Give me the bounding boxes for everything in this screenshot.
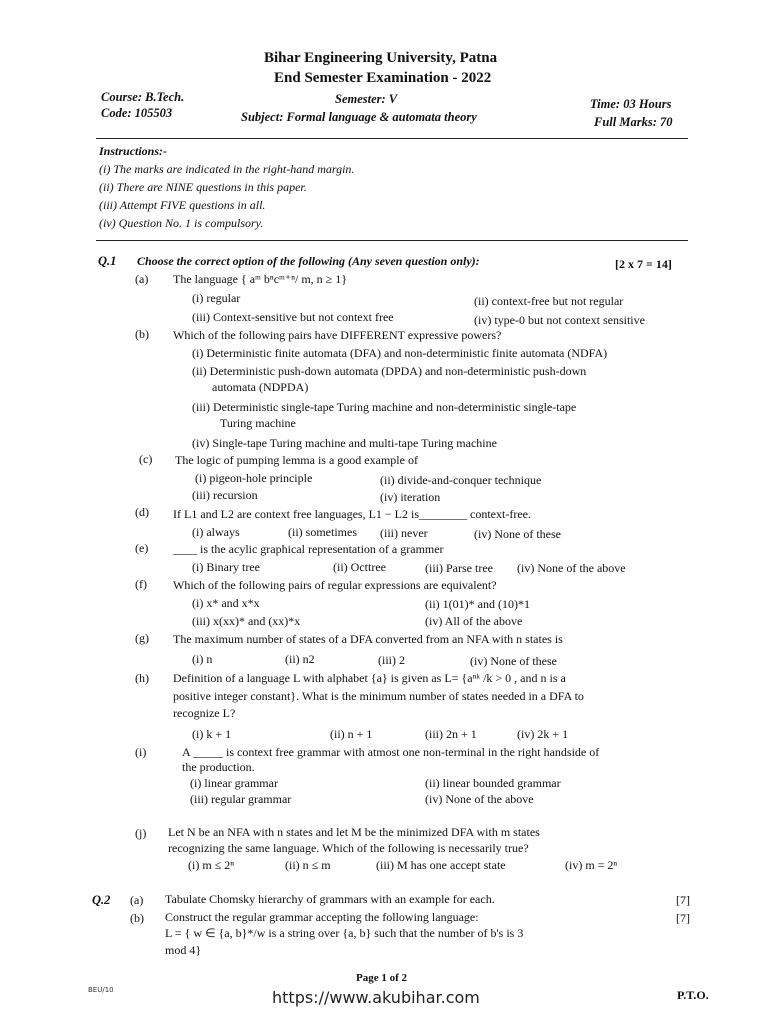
- question-1-line: (d): [135, 505, 149, 519]
- question-1-line: (ii) n ≤ m: [285, 858, 331, 872]
- question-1-line: (iv) None of the above: [425, 792, 534, 806]
- question-1-line: Turing machine: [220, 416, 296, 430]
- question-1-line: (i) n: [192, 652, 213, 666]
- question-1-line: (i) regular: [192, 291, 241, 305]
- question-1-line: A _____ is context free grammar with atmost one non-terminal in the right handside of: [182, 745, 600, 759]
- question-1-line: (iv) m = 2ⁿ: [565, 858, 618, 872]
- question-1-line: ____ is the acylic graphical representation of a grammer: [173, 542, 444, 556]
- question-1-line: (ii) Octtree: [333, 560, 386, 574]
- question-1-line: (iii) recursion: [192, 488, 258, 502]
- exam-title: End Semester Examination - 2022: [274, 70, 492, 86]
- question-2-line: mod 4}: [165, 943, 202, 957]
- header-divider: [96, 138, 688, 139]
- question-1-line: (e): [135, 541, 149, 555]
- question-1-line: (i): [135, 745, 147, 759]
- question-1-line: (iv) 2k + 1: [517, 727, 569, 741]
- instruction-item: (i) The marks are indicated in the right-hand margin.: [99, 162, 355, 176]
- question-1-line: (iv) None of these: [470, 654, 557, 668]
- question-2-line: [7]: [676, 893, 690, 907]
- question-1-line: Definition of a language L with alphabet {a} is given as L= {aⁿᵏ /k > 0 , and n is a: [173, 671, 566, 685]
- question-1-line: (a): [135, 272, 149, 286]
- question-1-line: (ii) linear bounded grammar: [425, 776, 561, 790]
- question-1-line: Which of the following pairs of regular expressions are equivalent?: [173, 578, 497, 592]
- instruction-item: (iii) Attempt FIVE questions in all.: [99, 198, 266, 212]
- semester-label: Semester: V: [335, 92, 398, 106]
- question-1-line: Which of the following pairs have DIFFERENT expressive powers?: [173, 328, 502, 342]
- question-1-line: The language { aᵐ bⁿcᵐ⁺ⁿ/ m, n ≥ 1}: [173, 272, 348, 286]
- instructions-divider: [96, 240, 688, 241]
- question-1-line: recognizing the same language. Which of the following is necessarily true?: [168, 841, 529, 855]
- question-1-line: (ii) Deterministic push-down automata (DPDA) and non-deterministic push-down: [192, 364, 587, 378]
- question-1-line: (i) always: [192, 525, 240, 539]
- question-1-line: recognize L?: [173, 706, 236, 720]
- question-1-line: (i) Deterministic finite automata (DFA) and non-deterministic finite automata (NDFA): [192, 346, 608, 360]
- full-marks-label: Full Marks: 70: [594, 115, 673, 129]
- question-1-line: (iii) 2: [378, 653, 405, 667]
- question-1-line: (iii) never: [380, 526, 428, 540]
- course-label: Course: B.Tech.: [101, 90, 185, 104]
- question-1-line: (i) linear grammar: [190, 776, 278, 790]
- subject-label: Subject: Formal language & automata theory: [241, 110, 477, 124]
- website-url[interactable]: https://www.akubihar.com: [272, 988, 480, 1007]
- question-1-line: (iv) All of the above: [425, 614, 523, 628]
- question-1-line: (ii) 1(01)* and (10)*1: [425, 597, 530, 611]
- question-1-line: (iii) Context-sensitive but not context free: [192, 310, 394, 324]
- question-1-line: (ii) divide-and-conquer technique: [380, 473, 542, 487]
- instruction-item: (iv) Question No. 1 is compulsory.: [99, 216, 264, 230]
- question-1-line: automata (NDPDA): [212, 380, 309, 394]
- question-1-line: (ii) n + 1: [330, 727, 373, 741]
- question-1-line: (i) x* and x*x: [192, 596, 260, 610]
- question-2-line: L = { w ∈ {a, b}*/w is a string over {a, b} such that the number of b's is 3: [165, 926, 524, 940]
- question-1-line: (iii) x(xx)* and (xx)*x: [192, 614, 301, 628]
- question-1-line: (f): [135, 577, 147, 591]
- question-1-line: (i) k + 1: [192, 727, 232, 741]
- footer-stamp: BEU/10: [88, 986, 114, 994]
- instruction-item: (ii) There are NINE questions in this paper.: [99, 180, 307, 194]
- question-1-line: (ii) n2: [285, 652, 315, 666]
- question-1-label: Q.1: [98, 254, 117, 268]
- question-1-line: (g): [135, 631, 149, 645]
- question-1-line: (iii) M has one accept state: [376, 858, 506, 872]
- code-label: Code: 105503: [101, 106, 173, 120]
- question-1-line: Let N be an NFA with n states and let M be the minimized DFA with m states: [168, 825, 540, 839]
- question-1-line: (b): [135, 327, 149, 341]
- question-2-label: Q.2: [92, 893, 111, 907]
- question-1-line: (h): [135, 671, 149, 685]
- question-1-line: (i) Binary tree: [192, 560, 260, 574]
- page-number: Page 1 of 2: [356, 972, 408, 984]
- question-1-line: (iii) 2n + 1: [425, 727, 477, 741]
- question-1-line: (iii) Deterministic single-tape Turing machine and non-deterministic single-tape: [192, 400, 577, 414]
- question-1-line: positive integer constant}. What is the minimum number of states needed in a DFA to: [173, 689, 584, 703]
- question-1-line: The maximum number of states of a DFA converted from an NFA with n states is: [173, 632, 563, 646]
- question-1-line: (iv) None of these: [474, 527, 561, 541]
- question-1-line: the production.: [182, 760, 255, 774]
- question-1-line: (iv) None of the above: [517, 561, 626, 575]
- question-1-line: If L1 and L2 are context free languages, L1 − L2 is________ context-free.: [173, 507, 531, 521]
- question-2-line: (a): [130, 893, 144, 907]
- university-name: Bihar Engineering University, Patna: [264, 50, 498, 66]
- question-1-line: (iv) iteration: [380, 490, 441, 504]
- question-1-line: (c): [139, 452, 153, 466]
- question-2-line: [7]: [676, 911, 690, 925]
- question-1-marks: [2 x 7 = 14]: [615, 257, 672, 271]
- question-1-line: (ii) context-free but not regular: [474, 294, 624, 308]
- question-1-line: (iv) Single-tape Turing machine and multi-tape Turing machine: [192, 436, 497, 450]
- question-1-line: (i) pigeon-hole principle: [195, 471, 313, 485]
- question-1-line: (iii) Parse tree: [425, 561, 493, 575]
- question-2-line: Tabulate Chomsky hierarchy of grammars with an example for each.: [165, 892, 495, 906]
- question-2-line: Construct the regular grammar accepting the following language:: [165, 910, 479, 924]
- question-2-line: (b): [130, 911, 144, 925]
- question-1-line: (iii) regular grammar: [190, 792, 292, 806]
- question-1-line: (j): [135, 826, 147, 840]
- question-1-heading: Choose the correct option of the following (Any seven question only):: [137, 254, 480, 268]
- instructions-title: Instructions:-: [99, 144, 168, 158]
- time-label: Time: 03 Hours: [590, 97, 672, 111]
- pto-label: P.T.O.: [677, 988, 709, 1002]
- question-1-line: (iv) type-0 but not context sensitive: [474, 313, 645, 327]
- question-1-line: (i) m ≤ 2ⁿ: [188, 858, 235, 872]
- question-1-line: (ii) sometimes: [288, 525, 357, 539]
- question-1-line: The logic of pumping lemma is a good example of: [175, 453, 418, 467]
